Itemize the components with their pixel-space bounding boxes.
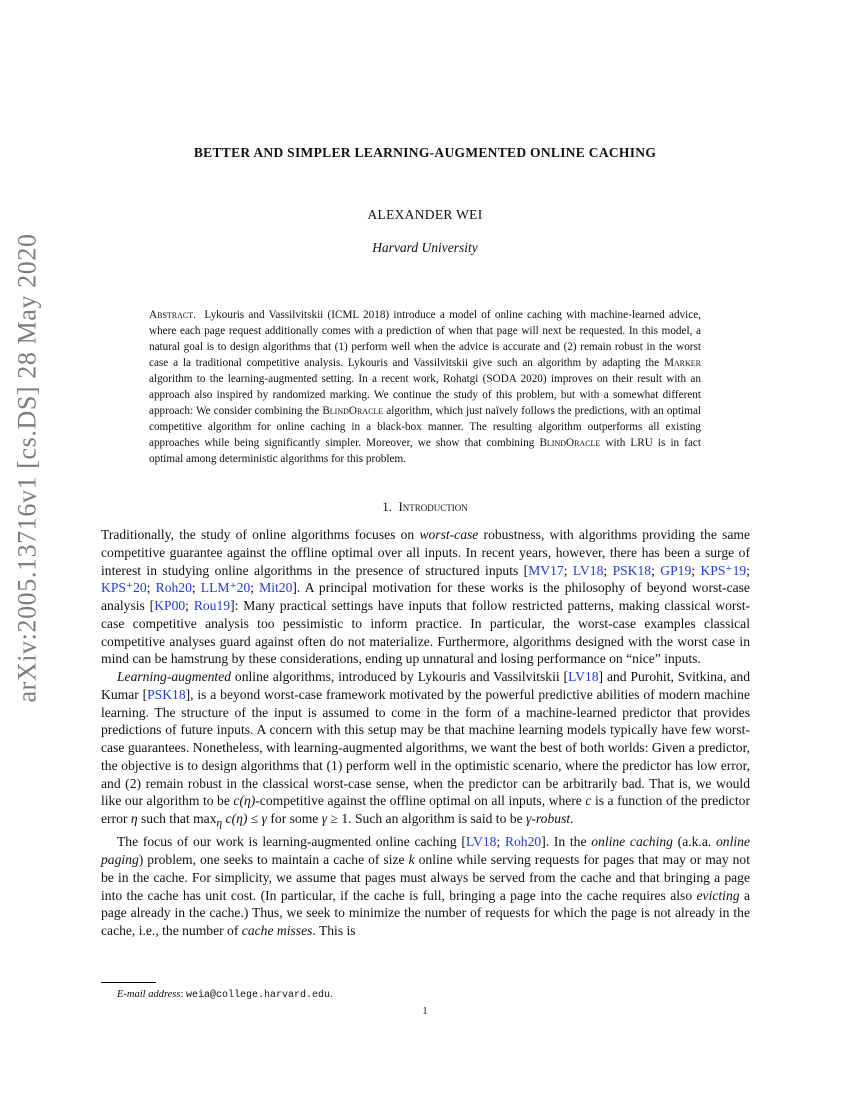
text: online while serving requests for pages that may or may not be in the cache. For simplicity, we assume that pages must always be served from the cache and that bringing a page into the cache has unit cost. (In particular, if the cache is full, bringing a page into the cache requires also xyxy=(101,852,750,903)
text: such that max xyxy=(140,811,217,826)
citation-link[interactable]: MV17 xyxy=(528,562,564,578)
math: η xyxy=(216,817,223,830)
citation-link[interactable]: Roh20 xyxy=(504,834,542,850)
citation-link[interactable]: LV18 xyxy=(572,562,604,578)
text: ≥ 1. Such an algorithm is said to be xyxy=(330,811,523,826)
text: Traditionally, the study of online algorithms focuses on xyxy=(101,527,415,542)
text: online algorithms, introduced by Lykouris and Vassilvitskii [ xyxy=(234,669,569,684)
section-title: Introduction xyxy=(398,499,468,514)
math: k xyxy=(408,852,415,868)
text: -competitive against the offline optimal on all inputs, where xyxy=(255,793,582,809)
citation-link[interactable]: Mit20 xyxy=(259,580,293,596)
arxiv-stamp: arXiv:2005.13716v1 [cs.DS] 28 May 2020 xyxy=(13,233,42,703)
citation-link[interactable]: KP00 xyxy=(154,598,186,613)
emphasis: online paging xyxy=(101,834,750,868)
author-name: ALEXANDER WEI xyxy=(367,207,483,222)
text: The focus of our work is learning-augmented online caching [ xyxy=(117,834,466,850)
text: a page already in the cache.) Thus, we seek to minimize the number of requests for which the page is not already in the cache, i.e., the number of xyxy=(101,887,750,939)
text: for some xyxy=(270,811,319,826)
emphasis: γ-robust xyxy=(526,811,571,826)
arxiv-stamp-wrapper xyxy=(6,233,50,703)
separator: ; xyxy=(651,562,661,578)
abstract-text: algorithm, which just naïvely follows the predictions, with an optimal competitive algorithm for online caching in a black-box manner. The resulting algorithm outperforms all existing approaches while being significantly simpler. Moreover, we show that combining xyxy=(149,405,702,449)
citation-link[interactable]: LV18 xyxy=(568,669,599,684)
section-heading xyxy=(0,499,850,515)
text: robustness, with algorithms providing the same competitive guarantee against the offline optimal over all inputs. In recent years, however, there has been a surge of interest in studying online algorithms in the presence of structured inputs [ xyxy=(101,527,751,578)
paragraph xyxy=(101,833,750,940)
paragraph xyxy=(101,668,750,833)
separator: ; xyxy=(563,562,573,578)
emphasis: evicting xyxy=(696,887,740,903)
separator: ; xyxy=(146,580,156,596)
text: is a function of the predictor error xyxy=(101,793,750,826)
citation-link[interactable]: Rou19 xyxy=(193,598,231,613)
math: c xyxy=(585,793,592,809)
separator: ; xyxy=(746,562,750,578)
paper-title: BETTER AND SIMPLER LEARNING-AUGMENTED ONLINE CACHING xyxy=(193,145,657,160)
citation-link[interactable]: LV18 xyxy=(465,834,497,850)
email-link[interactable]: weia@college.harvard.edu xyxy=(186,990,331,1001)
footnote-label: E-mail address xyxy=(117,989,181,1000)
abstract-heading: Abstract. xyxy=(149,309,196,321)
abstract-text: algorithm to the learning-augmented setting. In a recent work, Rohatgi (SODA 2020) improves on their result with an approach also inspired by randomized marking. We continue the study of this problem, but with a somewhat different approach: We consider combining the xyxy=(149,373,701,417)
math: γ xyxy=(321,811,328,826)
citation-link[interactable]: KPS⁺20 xyxy=(101,580,147,596)
body-text xyxy=(101,526,750,940)
text: ], is a beyond worst-case framework motivated by the powerful predictive abilities of modern machine learning. The structure of the input is assumed to come in the form of a machine-learned predictor that provides predictions of future inputs. A concern with this setup may be that machine learning models typically have few worst-case guarantees. Nonetheless, with learning-augmented algorithms, we want the best of both worlds: Given a predictor, the objective is to design algorithms that (1) perform well in the optimistic scenario, where the predictor has low error, and (2) remain robust in the classical worst-case sense, when the predictor can be arbitrarily bad. That is, we would like our algorithm to be xyxy=(101,686,750,809)
abstract xyxy=(149,307,701,467)
emphasis: Learning-augmented xyxy=(117,669,232,684)
section-number: 1. xyxy=(382,499,392,514)
text: ) problem, one seeks to maintain a cache of size xyxy=(138,852,405,868)
math: η xyxy=(130,811,138,826)
citation-link[interactable]: GP19 xyxy=(660,562,692,578)
abstract-text: with LRU is in fact optimal among deterministic algorithms for this problem. xyxy=(149,437,702,465)
footnote-rule xyxy=(101,982,156,983)
emphasis: cache misses xyxy=(241,923,313,939)
text: . xyxy=(570,811,574,826)
abstract-text: Lykouris and Vassilvitskii (ICML 2018) introduce a model of online caching with machine-learned advice, where each page request additionally comes with a prediction of when that page will next be requested. In this model, a natural goal is to design algorithms that (1) perform well when the advice is accurate and (2) remain robust in the worst case a la traditional competitive analysis. Lykouris and Vassilvitskii give such an algorithm by adapting the xyxy=(149,309,701,369)
emphasis: online caching xyxy=(591,834,673,850)
separator: ; xyxy=(603,562,613,578)
citation-link[interactable]: KPS⁺19 xyxy=(700,562,747,578)
citation-link[interactable]: Roh20 xyxy=(155,580,192,596)
separator: ; xyxy=(496,834,505,850)
footnote xyxy=(117,989,333,1001)
algo-name-marker: Marker xyxy=(663,357,702,369)
text: (a.k.a. xyxy=(677,834,712,850)
algo-name-blindoracle: BlindOracle xyxy=(322,405,384,417)
citation-link[interactable]: LLM⁺20 xyxy=(200,580,251,596)
text: ] and Purohit, Svitkina, and Kumar [ xyxy=(101,669,750,702)
algo-name-blindoracle: BlindOracle xyxy=(539,437,601,449)
paragraph xyxy=(101,526,750,668)
text: ]. In the xyxy=(541,834,587,850)
page-number: 1 xyxy=(422,1006,428,1017)
separator: ; xyxy=(185,598,194,613)
separator: : xyxy=(180,989,187,1000)
math: c(η) xyxy=(233,793,256,809)
emphasis: worst-case xyxy=(419,527,479,542)
math: c(η) ≤ γ xyxy=(225,811,267,826)
separator: ; xyxy=(250,580,260,596)
text: ]. A principal motivation for these works is the philosophy of beyond worst-case analysis [ xyxy=(101,580,750,613)
separator: ; xyxy=(191,580,201,596)
citation-link[interactable]: PSK18 xyxy=(147,686,186,702)
text: . This is xyxy=(312,923,356,939)
text: . xyxy=(330,989,333,1000)
citation-link[interactable]: PSK18 xyxy=(612,562,652,578)
separator: ; xyxy=(691,562,701,578)
author-affiliation: Harvard University xyxy=(372,240,478,255)
text: ]: Many practical settings have inputs that follow restricted patterns, making classical worst-case competitive analysis too pessimistic to inform practice. In particular, the worst-case examples classical competitive analyses guard against often do not materialize. Furthermore, algorithms designed with the worst case in mind can be hamstrung by these considerations, ending up unnatural and losing performance on “nice” inputs. xyxy=(101,598,750,667)
